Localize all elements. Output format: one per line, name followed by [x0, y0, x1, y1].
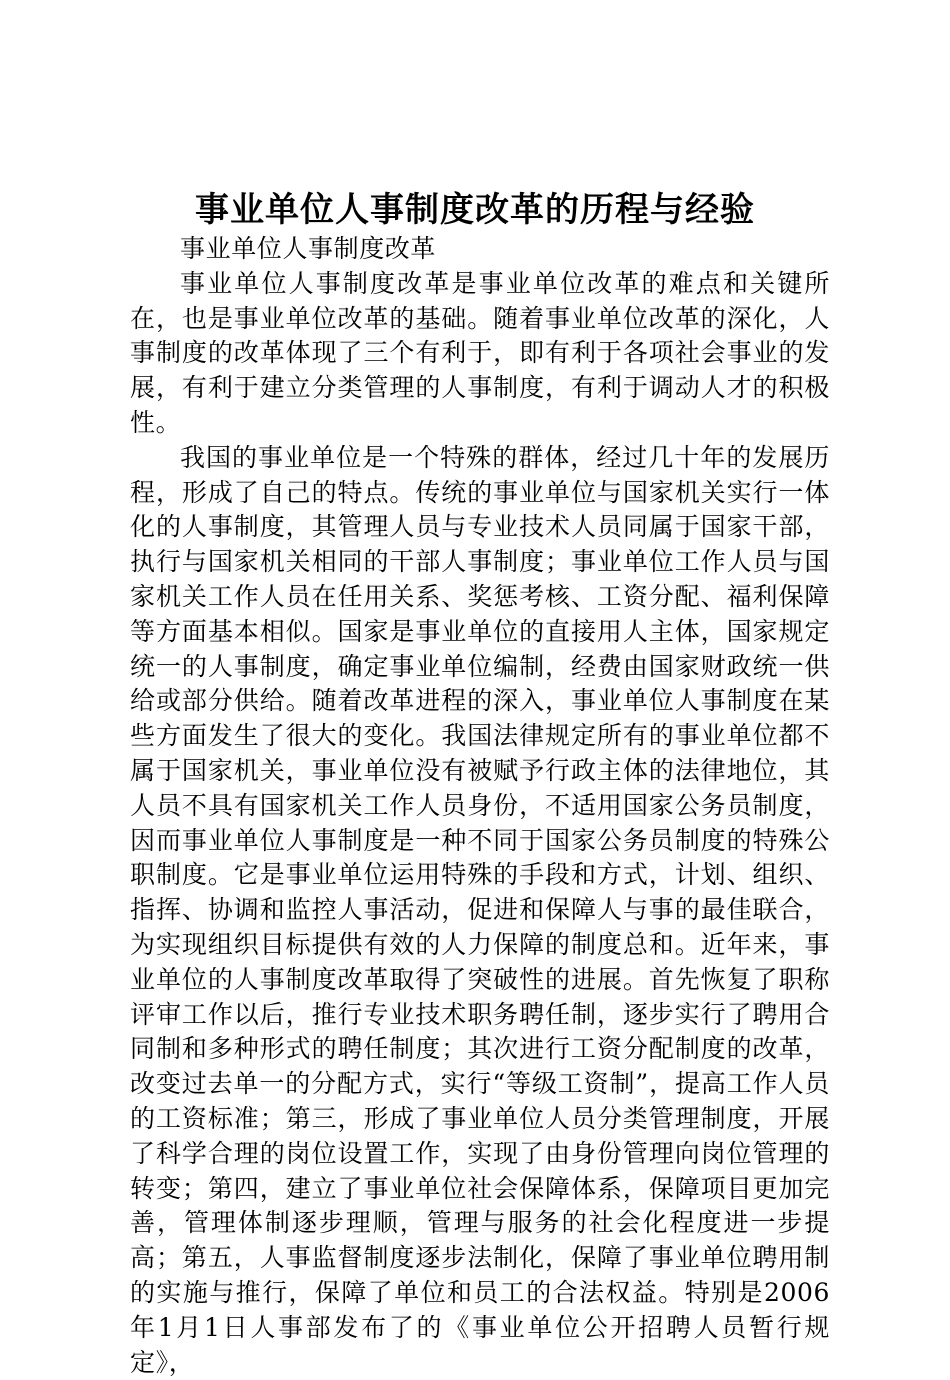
subheading-paragraph: 事业单位人事制度改革: [180, 234, 437, 263]
history-paragraph: 我国的事业单位是一个特殊的群体，经过几十年的发展历程，形成了自己的特点。传统的事业单位与国家机关实行一体化的人事制度，其管理人员与专业技术人员同属于国家干部，执行与国家机关相同的干部人事制度；事业单位工作人员与国家机关工作人员在任用关系、奖惩考核、工资分配、福利保障等方面基本相似。国家是事业单位的直接用人主体，国家规定统一的人事制度，确定事业单位编制，经费由国家财政统一供给或部分供给。随着改革进程的深入，事业单位人事制度在某些方面发生了很大的变化。我国法律规定所有的事业单位都不属于国家机关，事业单位没有被赋予行政主体的法律地位，其人员不具有国家机关工作人员身份，不适用国家公务员制度，因而事业单位人事制度是一种不同于国家公务员制度的特殊公职制度。它是事业单位运用特殊的手段和方式，计划、组织、指挥、协调和监控人事活动，促进和保障人与事的最佳联合，为实现组织目标提供有效的人力保障的制度总和。近年来，事业单位的人事制度改革取得了突破性的进展。首先恢复了职称评审工作以后，推行专业技术职务聘任制，逐步实行了聘用合同制和多种形式的聘任制度；其次进行工资分配制度的改革，改变过去单一的分配方式，实行“等级工资制”，提高工作人员的工资标准；第三，形成了事业单位人员分类管理制度，开展了科学合理的岗位设置工作，实现了由身份管理向岗位管理的转变；第四，建立了事业单位社会保障体系，保障项目更加完善，管理体制逐步理顺，管理与服务的社会化程度进一步提高；第五，人事监督制度逐步法制化，保障了事业单位聘用制的实施与推行，保障了单位和员工的合法权益。特别是2006年1月1日人事部发布了的《事业单位公开招聘人员暂行规定》，: [130, 442, 830, 1377]
intro-paragraph: 事业单位人事制度改革是事业单位改革的难点和关键所在，也是事业单位改革的基础。随着事业单位改革的深化，人事制度的改革体现了三个有利于，即有利于各项社会事业的发展，有利于建立分类管理的人事制度，有利于调动人才的积极性。: [130, 268, 830, 437]
document-body: [130, 232, 830, 1380]
document-title: 事业单位人事制度改革的历程与经验: [195, 190, 755, 230]
